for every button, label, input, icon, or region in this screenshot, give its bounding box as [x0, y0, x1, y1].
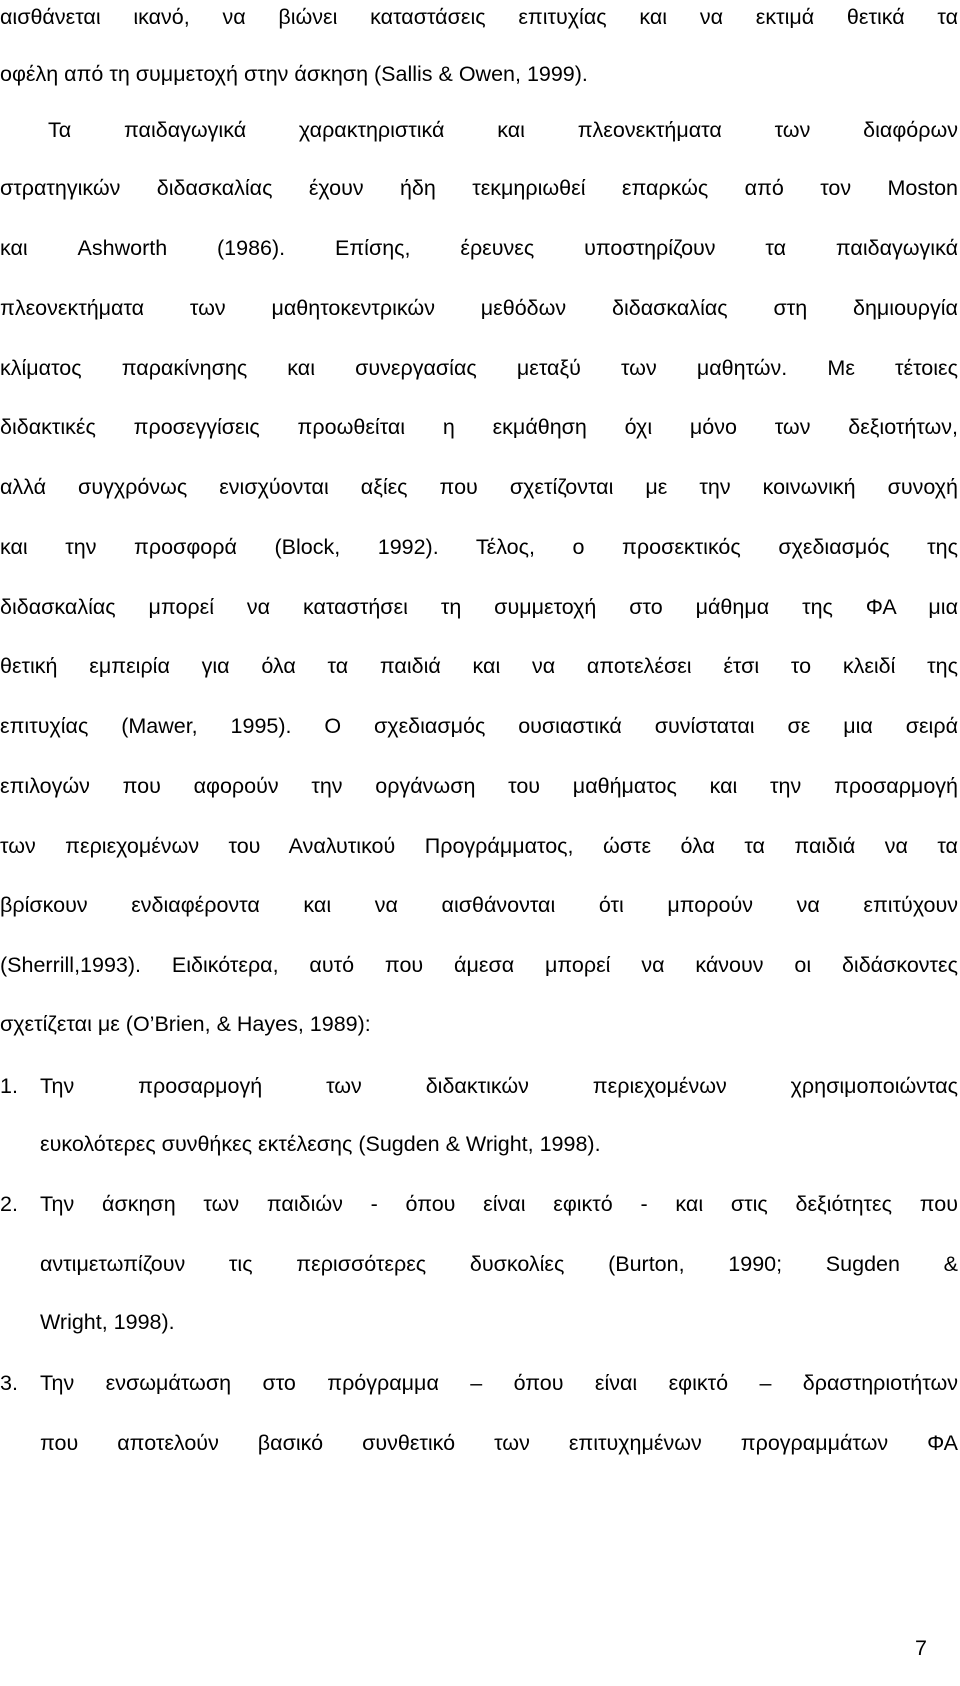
list-item-2-line-1: Την άσκηση των παιδιών - όπου είναι εφικτό - και στις δεξιότητες που	[40, 1192, 958, 1216]
paragraph-2-line-14: βρίσκουν ενδιαφέροντα και να αισθάνονται ότι μπορούν να επιτύχουν	[0, 893, 958, 917]
paragraph-2-line-4: πλεονεκτήματα των μαθητοκεντρικών μεθόδων διδασκαλίας στη δημιουργία	[0, 296, 958, 320]
paragraph-2-line-1: Τα παιδαγωγικά χαρακτηριστικά και πλεονεκτήματα των διαφόρων	[48, 118, 958, 142]
list-item-2-number: 2.	[0, 1192, 18, 1216]
list-item-3-line-1: Την ενσωμάτωση στο πρόγραμμα – όπου είναι εφικτό – δραστηριοτήτων	[40, 1371, 958, 1395]
list-item-1-number: 1.	[0, 1074, 18, 1098]
paragraph-2-line-12: επιλογών που αφορούν την οργάνωση του μαθήματος και την προσαρμογή	[0, 774, 958, 798]
list-item-2-line-2: αντιμετωπίζουν τις περισσότερες δυσκολίες (Burton, 1990; Sugden &	[40, 1252, 958, 1276]
page-number: 7	[915, 1636, 927, 1660]
paragraph-2-line-2: στρατηγικών διδασκαλίας έχουν ήδη τεκμηριωθεί επαρκώς από τον Moston	[0, 176, 958, 200]
paragraph-1-line-1: αισθάνεται ικανό, να βιώνει καταστάσεις επιτυχίας και να εκτιμά θετικά τα	[0, 5, 958, 29]
list-item-1-line-2: ευκολότερες συνθήκες εκτέλεσης (Sugden & Wright, 1998).	[40, 1132, 601, 1156]
paragraph-2-line-7: αλλά συγχρόνως ενισχύονται αξίες που σχετίζονται με την κοινωνική συνοχή	[0, 475, 958, 499]
paragraph-2-line-9: διδασκαλίας μπορεί να καταστήσει τη συμμετοχή στο μάθημα της ΦΑ μια	[0, 595, 958, 619]
paragraph-2-line-5: κλίματος παρακίνησης και συνεργασίας μεταξύ των μαθητών. Με τέτοιες	[0, 356, 958, 380]
paragraph-2-line-3: και Ashworth (1986). Επίσης, έρευνες υποστηρίζουν τα παιδαγωγικά	[0, 236, 958, 260]
paragraph-2-line-10: θετική εμπειρία για όλα τα παιδιά και να αποτελέσει έτσι το κλειδί της	[0, 654, 958, 678]
list-item-3-line-2: που αποτελούν βασικό συνθετικό των επιτυχημένων προγραμμάτων ΦΑ	[40, 1431, 958, 1455]
paragraph-2-line-8: και την προσφορά (Block, 1992). Τέλος, ο προσεκτικός σχεδιασμός της	[0, 535, 958, 559]
list-item-2-line-3: Wright, 1998).	[40, 1310, 175, 1334]
paragraph-2-line-15: (Sherrill,1993). Ειδικότερα, αυτό που άμεσα μπορεί να κάνουν οι διδάσκοντες	[0, 953, 958, 977]
list-item-1-line-1: Την προσαρμογή των διδακτικών περιεχομένων χρησιμοποιώντας	[40, 1074, 958, 1098]
paragraph-2-line-13: των περιεχομένων του Αναλυτικού Προγράμματος, ώστε όλα τα παιδιά να τα	[0, 834, 958, 858]
list-item-3-number: 3.	[0, 1371, 18, 1395]
paragraph-2-line-16: σχετίζεται με (O’Brien, & Hayes, 1989):	[0, 1012, 371, 1036]
paragraph-1-line-2: οφέλη από τη συμμετοχή στην άσκηση (Sallis & Owen, 1999).	[0, 62, 588, 86]
paragraph-2-line-11: επιτυχίας (Mawer, 1995). Ο σχεδιασμός ουσιαστικά συνίσταται σε μια σειρά	[0, 714, 958, 738]
paragraph-2-line-6: διδακτικές προσεγγίσεις προωθείται η εκμάθηση όχι μόνο των δεξιοτήτων,	[0, 415, 958, 439]
